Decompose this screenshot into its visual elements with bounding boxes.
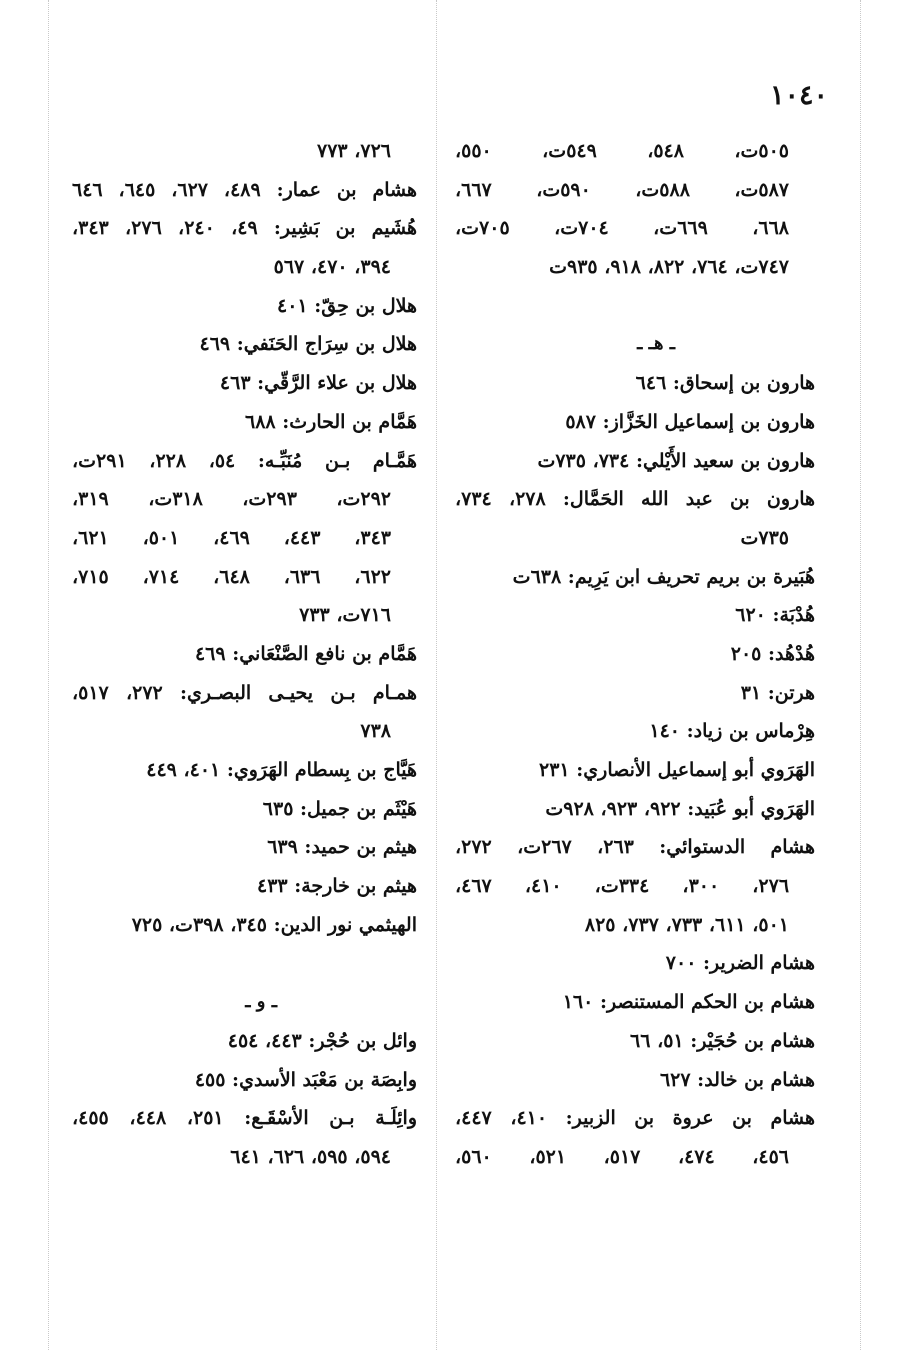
index-column-right [455, 132, 815, 1177]
index-entry-continuation: ٣٩٤، ٤٧٠، ٥٦٧ [273, 256, 391, 279]
index-entry: هَيْثَم بن جميل: ٦٣٥ [262, 797, 417, 820]
index-entry-continuation: ٧٣٨ [360, 720, 391, 743]
index-entry: الهيثمي نور الدين: ٣٤٥، ٣٩٨ت، ٧٢٥ [131, 913, 417, 936]
index-entry: هرتن: ٣١ [740, 681, 815, 704]
index-entry: هُشَيم بن بَشِير: ٤٩، ٢٤٠، ٢٧٦، ٣٤٣، [72, 217, 417, 240]
index-entry: هيثم بن حميد: ٦٣٩ [267, 836, 417, 859]
index-entry: هشام الضرير: ٧٠٠ [665, 952, 815, 975]
index-entry-continuation: ٣٤٣، ٤٤٣، ٤٦٩، ٥٠١، ٦٢١، [72, 526, 392, 549]
index-entry-continuation: ٥٩٤، ٥٩٥، ٦٢٦، ٦٤١ [230, 1145, 391, 1168]
page-number: ١٠٤٠ [769, 80, 828, 111]
index-entry: هارون بن عبد الله الحَمَّال: ٢٧٨، ٧٣٤، [455, 488, 815, 511]
spacer [72, 944, 417, 983]
index-entry: هِرْماس بن زياد: ١٤٠ [649, 720, 815, 743]
spacer [455, 287, 815, 326]
letter-heading: ـ هـ ـ [637, 333, 675, 355]
index-entry: هلال بن علاء الرَّقّي: ٤٦٣ [219, 372, 417, 395]
index-entry: همـام بـن يحيـى البصـري: ٢٧٢، ٥١٧، [72, 681, 417, 704]
index-entry: وائل بن حُجْر: ٤٤٣، ٤٥٤ [227, 1029, 417, 1052]
index-entry-continuation: ٧٤٧ت، ٧٦٤، ٨٢٢، ٩١٨، ٩٣٥ت [549, 256, 789, 279]
index-entry-continuation: ٢٧٦، ٣٠٠، ٣٣٤ت، ٤١٠، ٤٦٧، [455, 875, 790, 898]
index-entry-continuation: ٥٨٧ت، ٥٨٨ت، ٥٩٠ت، ٦٦٧، [455, 178, 789, 201]
scan-guide-right [860, 0, 861, 1350]
scan-guide-left [48, 0, 49, 1350]
index-entry-continuation: ٥٠٥ت، ٥٤٨، ٥٤٩ت، ٥٥٠، [455, 140, 790, 162]
index-entry: هارون بن إسماعيل الخَزَّاز: ٥٨٧ [565, 410, 815, 433]
index-entry: هَمَّام بن نافع الصَّنْعَاني: ٤٦٩ [194, 642, 417, 665]
index-entry: هشام بن عمار: ٤٨٩، ٦٢٧، ٦٤٥، ٦٤٦ [72, 178, 417, 201]
letter-heading: ـ و ـ [245, 991, 277, 1013]
index-entry: هلال بن حِقّ: ٤٠١ [277, 294, 417, 317]
index-entry: هُدْهُد: ٢٠٥ [730, 642, 815, 665]
index-entry-continuation: ٢٩٢ت، ٢٩٣ت، ٣١٨ت، ٣١٩، [72, 488, 391, 511]
index-entry: هارون بن إسحاق: ٦٤٦ [635, 372, 815, 395]
index-entry: هارون بن سعيد الأَيْلي: ٧٣٤، ٧٣٥ت [537, 449, 815, 472]
index-entry: وابِصَة بن مَعْبَد الأسدي: ٤٥٥ [194, 1068, 417, 1091]
index-entry: هَيَّاج بن بِسطام الهَرَوي: ٤٠١، ٤٤٩ [146, 759, 417, 781]
index-entry: هشام الدستوائي: ٢٦٣، ٢٦٧ت، ٢٧٢، [455, 836, 815, 859]
index-entry: هَمَّـام بـن مُنَبِّـه: ٥٤، ٢٢٨، ٢٩١ت، [72, 449, 417, 472]
index-column-left [72, 132, 417, 1177]
index-entry: هشام بن حُجَيْر: ٥١، ٦٦ [630, 1029, 815, 1052]
index-entry-continuation: ٤٥٦، ٤٧٤، ٥١٧، ٥٢١، ٥٦٠، [455, 1145, 790, 1168]
index-entry-continuation: ٧٢٦، ٧٧٣ [317, 140, 391, 162]
index-entry: هشام بن عروة بن الزبير: ٤١٠، ٤٤٧، [455, 1107, 815, 1130]
index-entry-continuation: ٧١٦ت، ٧٣٣ [299, 604, 391, 627]
index-entry: وائِلَـة بـن الأسْقَـع: ٢٥١، ٤٤٨، ٤٥٥، [72, 1107, 417, 1130]
index-entry: هُدْبَة: ٦٢٠ [735, 604, 815, 627]
index-entry: هلال بن سِرَاج الحَنَفي: ٤٦٩ [199, 333, 417, 356]
index-entry-continuation: ٦٦٨، ٦٦٩ت، ٧٠٤ت، ٧٠٥ت، [455, 217, 789, 240]
index-entry: هشام بن الحكم المستنصر: ١٦٠ [562, 991, 815, 1014]
index-entry: الهَرَوي أبو إسماعيل الأنصاري: ٢٣١ [539, 759, 815, 781]
index-entry: هَمَّام بن الحارث: ٦٨٨ [245, 410, 417, 433]
index-entry-continuation: ٥٠١، ٦١١، ٧٣٣، ٧٣٧، ٨٢٥ [584, 913, 789, 936]
index-entry: هيثم بن خارجة: ٤٣٣ [256, 875, 417, 898]
index-entry: هشام بن خالد: ٦٢٧ [659, 1068, 815, 1091]
index-entry: الهَرَوي أبو عُبَيد: ٩٢٢، ٩٢٣، ٩٢٨ت [545, 797, 815, 820]
index-entry-continuation: ٧٣٥ت [740, 526, 789, 549]
index-entry-continuation: ٦٢٢، ٦٣٦، ٦٤٨، ٧١٤، ٧١٥، [72, 565, 392, 588]
scan-guide-center [436, 0, 437, 1350]
index-entry: هُبَيرة بن بريم تحريف ابن يَرِيم: ٦٣٨ت [512, 565, 815, 588]
